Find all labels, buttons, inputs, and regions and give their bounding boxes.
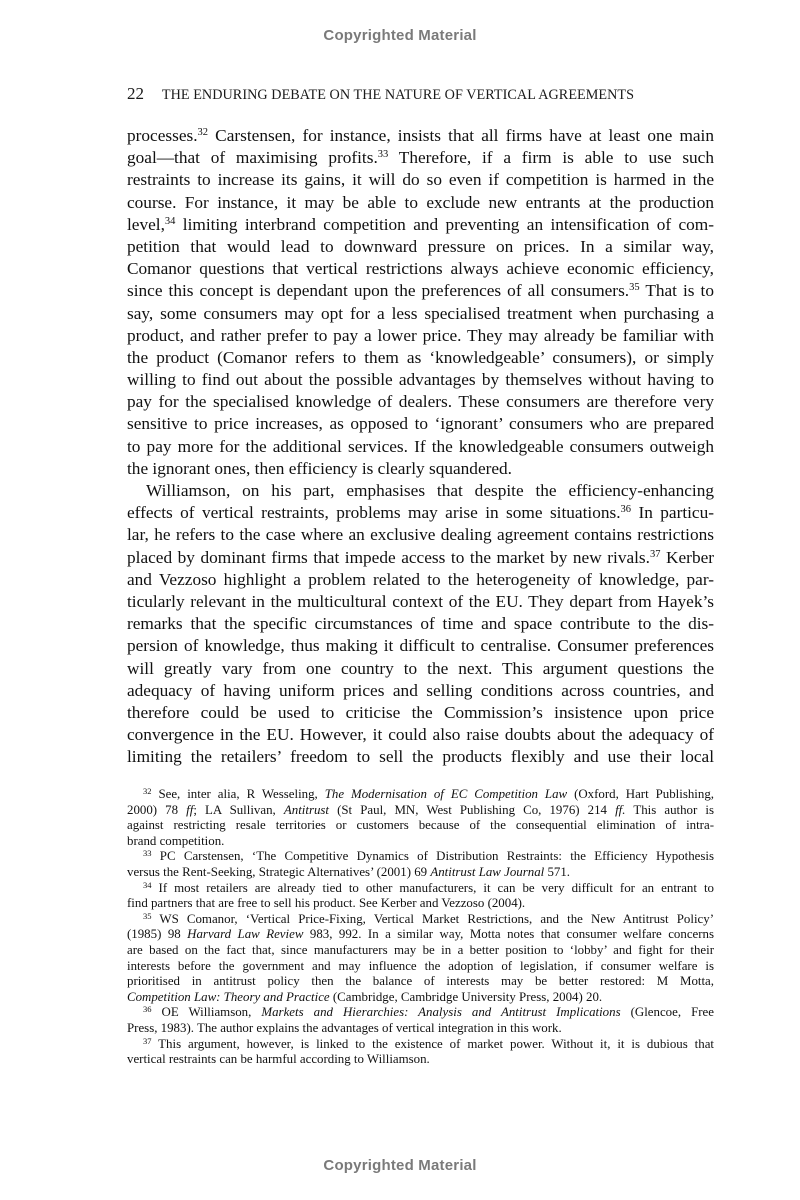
body-line: lar, he refers to the case where an exclusive dealing agreement contains restrictions — [127, 525, 714, 545]
footnote-32-line: against restricting resale territories or customers because of the consequential elimination of intra- — [127, 818, 714, 833]
footnote-36-line: Press, 1983). The author explains the advantages of vertical integration in this work. — [127, 1020, 562, 1035]
body-line: goal—that of maximising profits.$^{33}$ Therefore, if a firm is able to use such — [127, 148, 714, 168]
body-line: convergence in the EU. However, it could also raise doubts about the adequacy of — [127, 725, 714, 745]
page-number: 22 — [127, 84, 144, 103]
body-line: placed by dominant firms that impede access to the market by new rivals.$^{37}$ Kerber — [127, 547, 715, 567]
footnote-35-line: are based on the fact that, since manufacturers may be in a better position to ‘lobby’ and fight for their — [127, 942, 714, 957]
body-line: adequacy of having uniform prices and selling conditions across countries, and — [127, 680, 714, 700]
copyright-watermark-top: Copyrighted Material — [323, 27, 477, 44]
footnote-37: $^{37}$ This argument, however, is linked to the existence of market power. Without it, it is dubious that — [143, 1035, 714, 1051]
body-line: ticularly relevant in the multicultural context of the EU. They depart from Hayek’s — [127, 591, 714, 611]
body-line: therefore could be used to criticise the Commission’s insistence upon price — [127, 702, 714, 722]
body-line: Williamson, on his part, emphasises that despite the efficiency-enhancing — [146, 481, 714, 500]
footnote-35: $^{35}$ WS Comanor, ‘Vertical Price-Fixing, Vertical Market Restrictions, and the New Antitrust Policy’ — [143, 910, 714, 926]
body-line: to pay more for the additional services. If the knowledgeable consumers outweigh — [127, 436, 714, 456]
copyright-watermark-bottom: Copyrighted Material — [323, 1157, 477, 1174]
body-line: willing to find out about the possible advantages by themselves without having to — [127, 370, 714, 390]
body-line: since this concept is dependant upon the preferences of all consumers.$^{35}$ That is to — [127, 281, 714, 301]
body-text — [127, 125, 714, 768]
body-line: say, some consumers may opt for a less specialised treatment when purchasing a — [127, 303, 714, 323]
footnote-34-line: find partners that are free to sell his product. See Kerber and Vezzoso (2004). — [127, 896, 526, 911]
footnote-34: $^{34}$ If most retailers are already tied to other manufacturers, it can be very difficult for an entrant to — [143, 879, 714, 895]
footnote-35-line: interests before the government and may influence the adoption of legislation, if consumer welfare is — [127, 958, 714, 973]
body-line: course. For instance, it may be able to exclude new entrants at the production — [127, 192, 714, 212]
footnote-35-line: Competition Law: Theory and Practice (Cambridge, Cambridge University Press, 2004) 20. — [127, 989, 603, 1004]
body-line: effects of vertical restraints, problems may arise in some situations.$^{36}$ In particu- — [127, 503, 714, 523]
running-head — [127, 84, 727, 104]
body-line: processes.$^{32}$ Carstensen, for instance, insists that all firms have at least one main — [127, 126, 714, 145]
footnote-ref-36[interactable]: 36 — [620, 504, 632, 516]
footnote-33-line: versus the Rent-Seeking, Strategic Alternatives’ (2001) 69 Antitrust Law Journal 571. — [127, 864, 571, 879]
footnote-32-line: 2000) 78 ff; LA Sullivan, Antitrust (St Paul, MN, West Publishing Co, 1976) 214 ff. This author is — [127, 802, 714, 817]
body-line: level,$^{34}$ limiting interbrand competition and preventing an intensification of com- — [127, 214, 714, 234]
footnote-33: $^{33}$ PC Carstensen, ‘The Competitive Dynamics of Distribution Restraints: the Efficiency Hypothesis — [143, 848, 714, 864]
body-line: sensitive to price increases, as opposed to ‘ignorant’ consumers who are prepared — [127, 414, 714, 434]
body-line: persion of knowledge, thus making it difficult to centralise. Consumer preferences — [127, 636, 714, 656]
footnote-36: $^{36}$ OE Williamson, Markets and Hierarchies: Analysis and Antitrust Implications (Glencoe, Free — [143, 1004, 714, 1020]
body-line: limiting the retailers’ freedom to sell the products flexibly and use their local — [127, 747, 714, 767]
footnote-32: $^{32}$ See, inter alia, R Wesseling, The Modernisation of EC Competition Law (Oxford, Hart Publishing, — [143, 786, 715, 801]
footnote-ref-33[interactable]: 33 — [377, 149, 389, 161]
footnote-ref-37[interactable]: 37 — [649, 548, 661, 560]
footnote-37-line: vertical restraints can be harmful according to Williamson. — [127, 1052, 430, 1067]
body-line: and Vezzoso highlight a problem related to the heterogeneity of knowledge, par- — [127, 569, 714, 589]
body-line: pay for the specialised knowledge of dealers. These consumers are therefore very — [127, 392, 714, 412]
footnote-35-line: prioritised in antitrust policy then the balance of interests may be better restored: M Motta, — [127, 974, 714, 989]
footnote-32-line: brand competition. — [127, 833, 225, 848]
body-line: petition that would lead to downward pressure on prices. In a similar way, — [127, 236, 714, 256]
footnote-ref-35[interactable]: 35 — [629, 282, 640, 294]
footnote-ref-34[interactable]: 34 — [164, 215, 176, 227]
body-line: product, and rather prefer to pay a lower price. They may already be familiar with — [127, 325, 714, 345]
body-line: remarks that the specific circumstances of time and space contribute to the dis- — [127, 614, 714, 634]
body-line: Comanor questions that vertical restrictions always achieve economic efficiency, — [127, 259, 714, 279]
body-line: restraints to increase its gains, it will do so even if competition is harmed in the — [127, 170, 714, 190]
body-line: the ignorant ones, then efficiency is clearly squandered. — [127, 458, 513, 478]
chapter-title: THE ENDURING DEBATE ON THE NATURE OF VERTICAL AGREEMENTS — [161, 87, 635, 103]
footnote-35-line: (1985) 98 Harvard Law Review 983, 992. In a similar way, Motta notes that consumer welfare concerns — [127, 927, 715, 942]
footnotes — [127, 787, 714, 1068]
body-line: the product (Comanor refers to them as ‘knowledgeable’ consumers), or simply — [127, 347, 714, 367]
footnote-ref-32[interactable]: 32 — [197, 127, 209, 138]
body-line: will greatly vary from one country to the next. This argument questions the — [127, 658, 714, 678]
